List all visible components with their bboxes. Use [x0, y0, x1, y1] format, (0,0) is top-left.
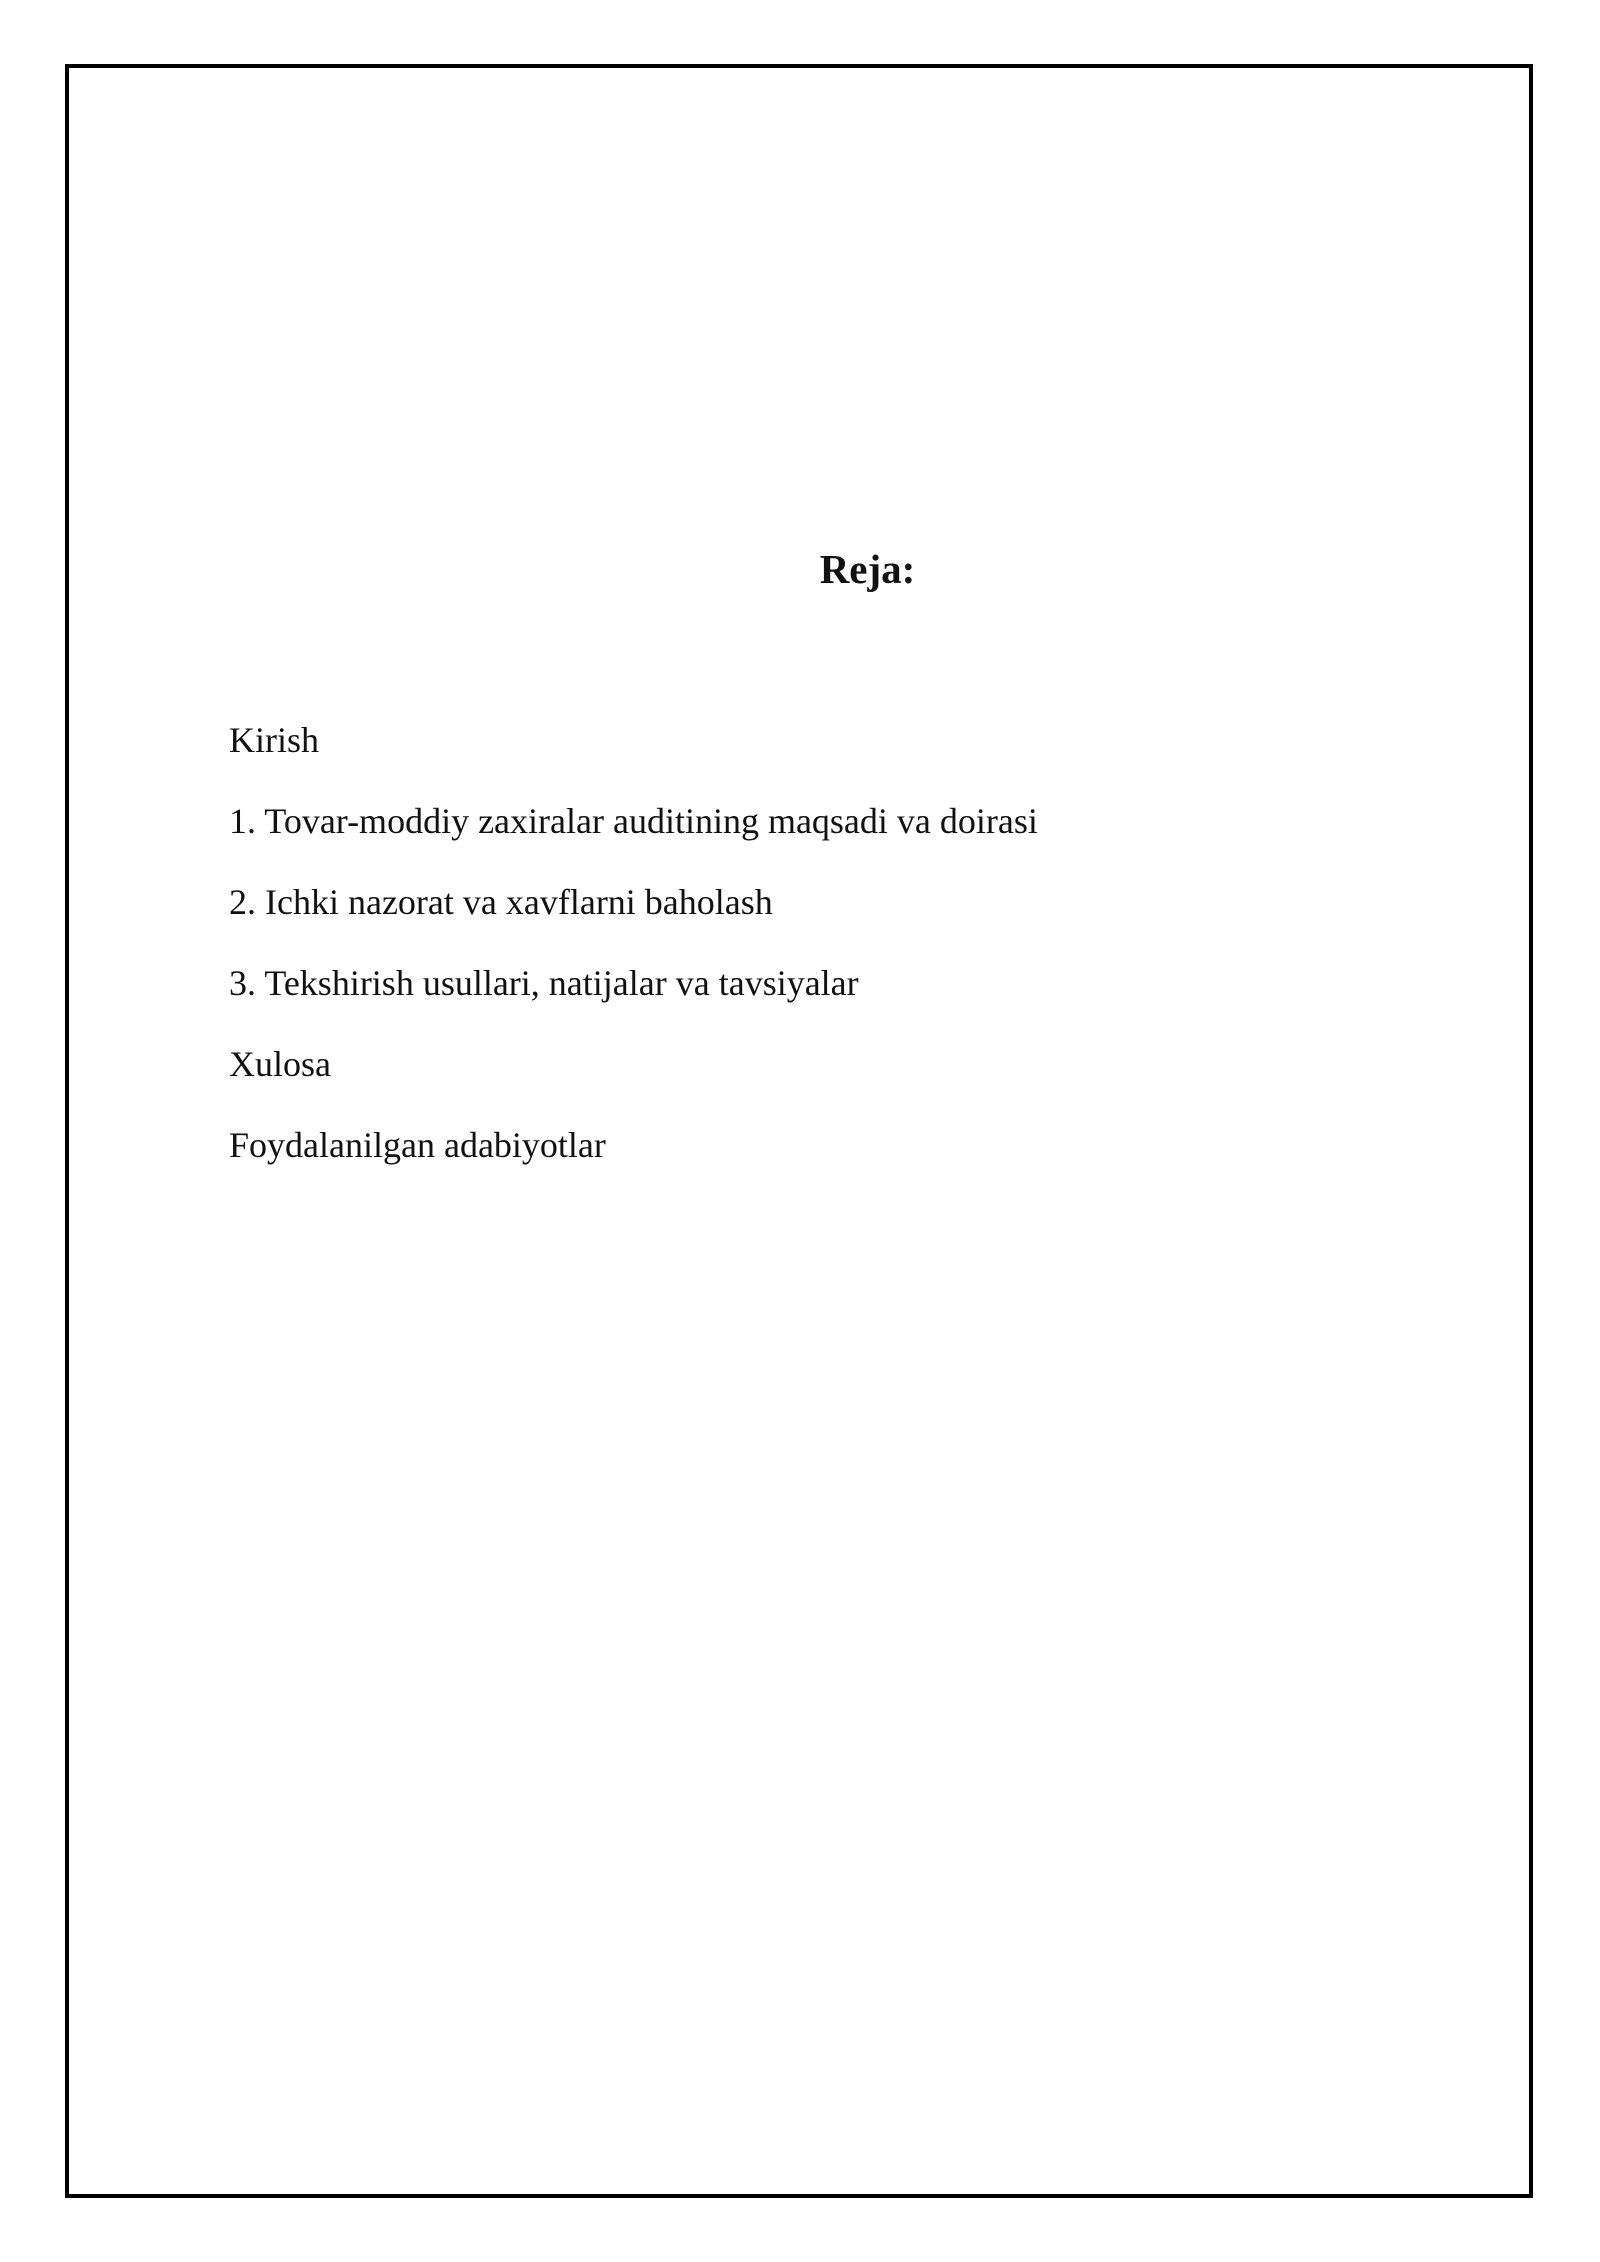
- toc-item-2: 2. Ichki nazorat va xavflarni baholash: [229, 882, 773, 922]
- toc-item-conclusion: Xulosa: [229, 1044, 331, 1084]
- table-of-contents: [229, 700, 1038, 1186]
- toc-item-3: 3. Tekshirish usullari, natijalar va tavsiyalar: [229, 963, 859, 1003]
- page-title: Reja:: [819, 546, 916, 592]
- toc-item-references: Foydalanilgan adabiyotlar: [229, 1125, 606, 1165]
- toc-item-1: 1. Tovar-moddiy zaxiralar auditining maqsadi va doirasi: [229, 801, 1038, 841]
- toc-item-intro: Kirish: [229, 720, 319, 760]
